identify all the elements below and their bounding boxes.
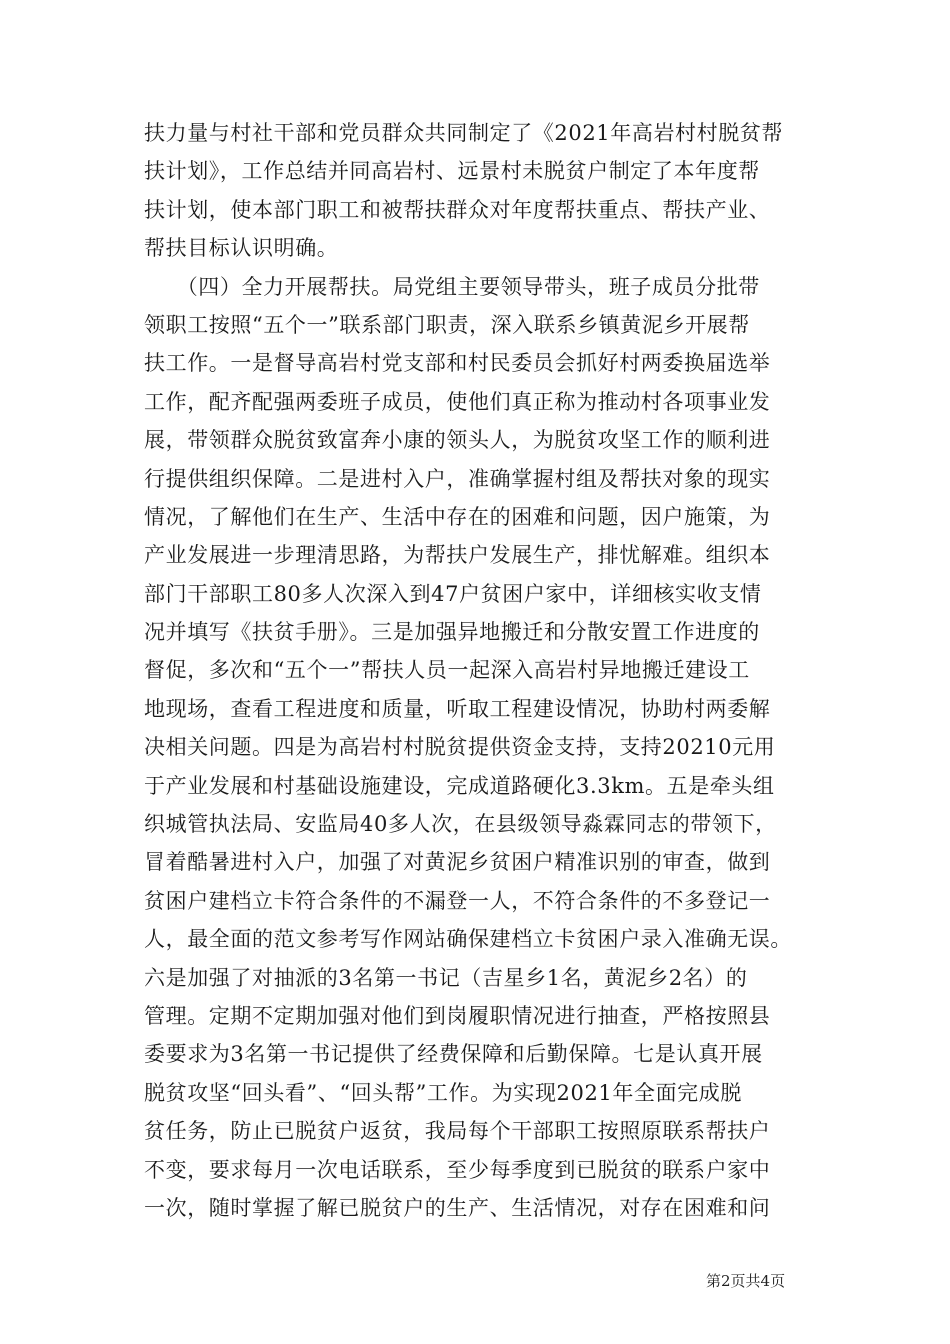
text-line: 情况，了解他们在生产、生活中存在的困难和问题，因户施策，为 — [144, 504, 771, 529]
text-line: 工作，配齐配强两委班子成员，使他们真正称为推动村各项事业发 — [144, 389, 771, 414]
body-text — [144, 114, 808, 1227]
text-line: 督促，多次和“五个一”帮扶人员一起深入高岩村异地搬迁建设工 — [144, 658, 750, 683]
text-line: 冒着酷暑进村入户，加强了对黄泥乡贫困户精准识别的审查，做到 — [144, 850, 771, 875]
text-line: 地现场，查看工程进度和质量，听取工程建设情况，协助村两委解 — [144, 696, 771, 721]
text-line: 人，最全面的范文参考写作网站确保建档立卡贫困户录入准确无误。 — [144, 927, 792, 952]
text-line: 展，带领群众脱贫致富奔小康的领头人，为脱贫攻坚工作的顺利进 — [144, 428, 771, 453]
text-line: 扶工作。一是督导高岩村党支部和村民委员会抓好村两委换届选举 — [144, 351, 771, 376]
text-line: 产业发展进一步理清思路，为帮扶户发展生产，排忧解难。组织本 — [144, 543, 771, 568]
text-line: 部门干部职工80多人次深入到47户贫困户家中，详细核实收支情 — [144, 581, 762, 606]
text-line: 帮扶目标认识明确。 — [144, 236, 339, 261]
text-line: 扶计划》，工作总结并同高岩村、远景村未脱贫户制定了本年度帮 — [144, 159, 760, 184]
text-line: 况并填写《扶贫手册》。三是加强异地搬迁和分散安置工作进度的 — [144, 620, 760, 645]
text-line: 管理。定期不定期加强对他们到岗履职情况进行抽查，严格按照县 — [144, 1003, 771, 1028]
text-line: 贫任务，防止已脱贫户返贫，我局每个干部职工按照原联系帮扶户 — [144, 1119, 771, 1144]
text-line: 六是加强了对抽派的3名第一书记（吉星乡1名，黄泥乡2名）的 — [144, 965, 748, 990]
text-line: 贫困户建档立卡符合条件的不漏登一人，不符合条件的不多登记一 — [144, 888, 771, 913]
text-line: 委要求为3名第一书记提供了经费保障和后勤保障。七是认真开展 — [144, 1042, 763, 1067]
text-line: 脱贫攻坚“回头看”、“回头帮”工作。为实现2021年全面完成脱 — [144, 1080, 742, 1105]
page-number-footer: 第2页共4页 — [706, 1272, 786, 1290]
text-line: 领职工按照“五个一”联系部门职责，深入联系乡镇黄泥乡开展帮 — [144, 312, 750, 337]
text-line: 不变，要求每月一次电话联系，至少每季度到已脱贫的联系户家中 — [144, 1157, 771, 1182]
text-line: 扶力量与村社干部和党员群众共同制定了《2021年高岩村村脱贫帮 — [144, 121, 784, 145]
text-line: 决相关问题。四是为高岩村村脱贫提供资金支持，支持20210元用 — [144, 735, 776, 760]
text-line: 于产业发展和村基础设施建设，完成道路硬化3.3km。五是牵头组 — [144, 773, 775, 798]
text-line: 织城管执法局、安监局40多人次，在县级领导淼霖同志的带领下， — [144, 812, 777, 837]
text-line: 扶计划，使本部门职工和被帮扶群众对年度帮扶重点、帮扶产业、 — [144, 197, 771, 222]
text-line: （四）全力开展帮扶。局党组主要领导带头，班子成员分批带 — [144, 274, 760, 299]
text-line: 一次，随时掌握了解已脱贫户的生产、生活情况，对存在困难和问 — [144, 1195, 771, 1220]
text-line: 行提供组织保障。二是进村入户，准确掌握村组及帮扶对象的现实 — [144, 466, 771, 491]
